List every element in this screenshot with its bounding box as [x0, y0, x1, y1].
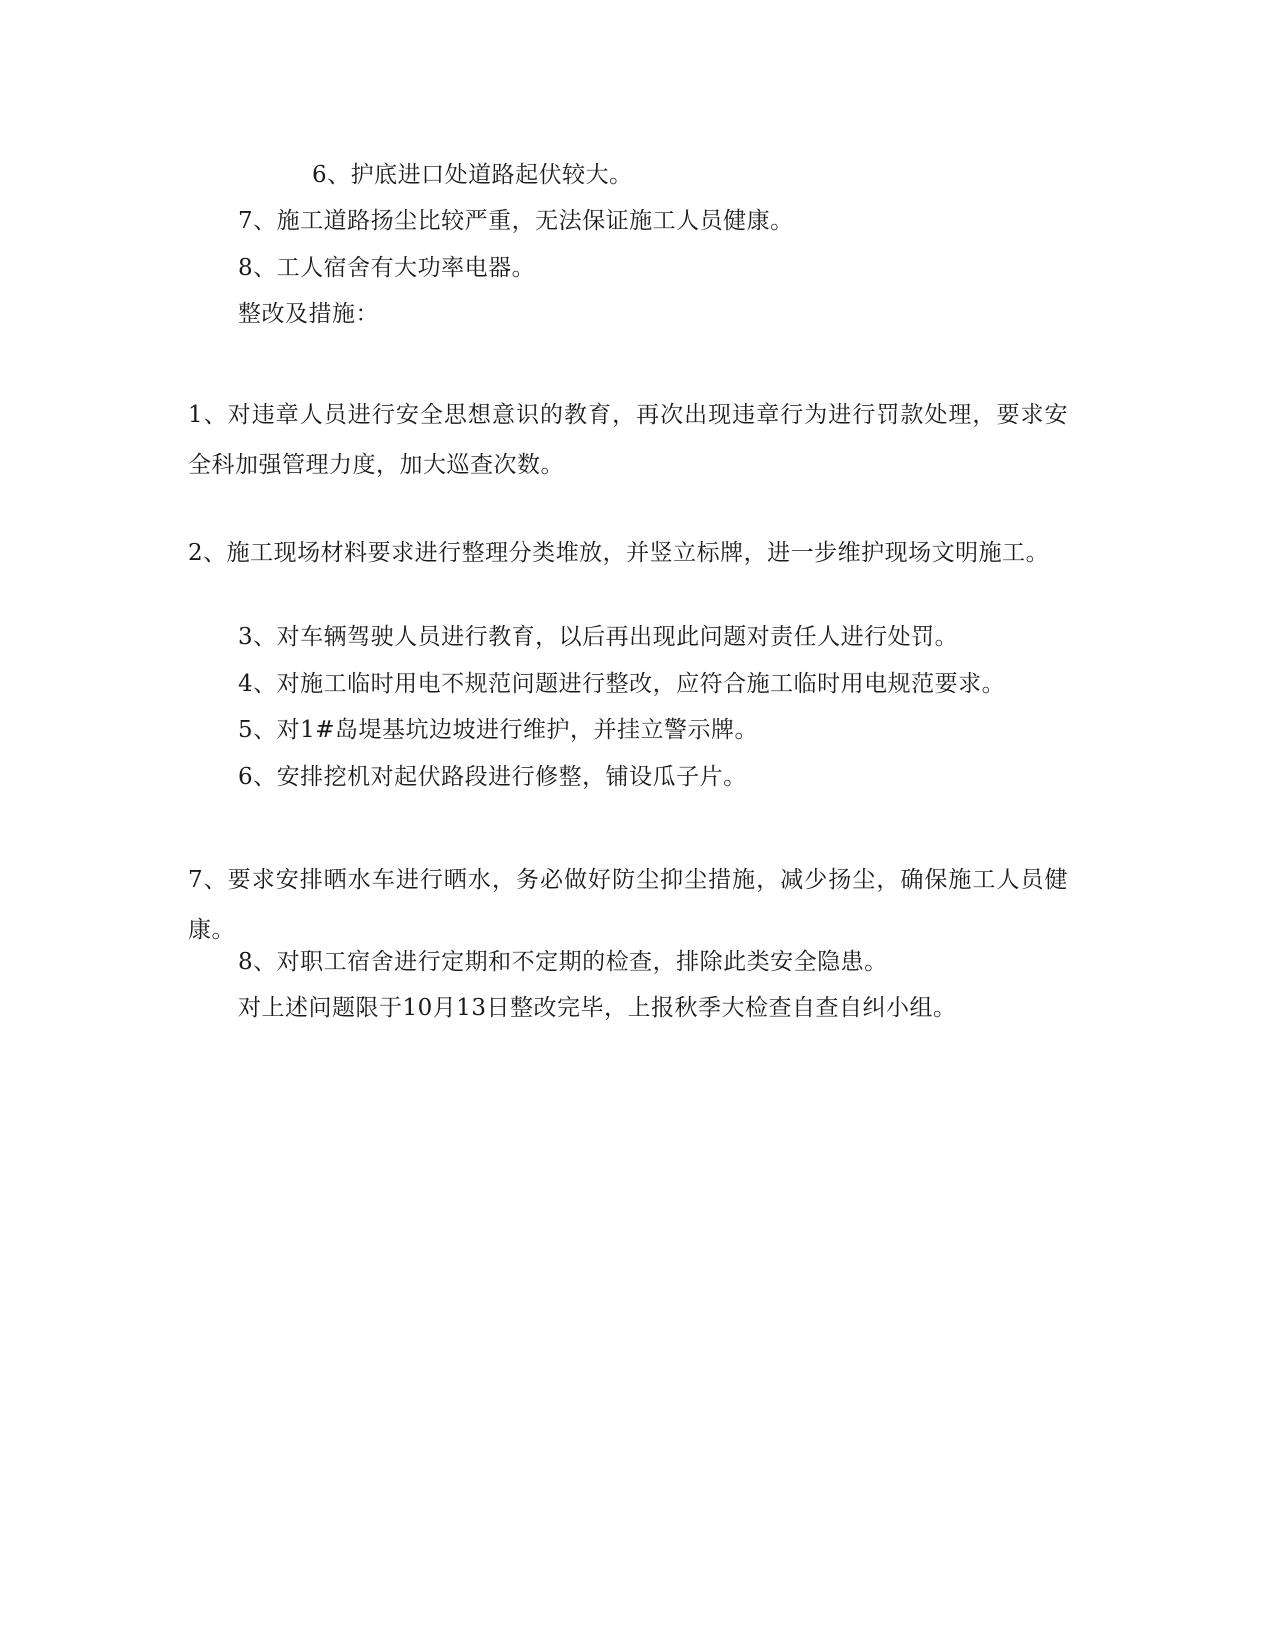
measure-item-6: 6、安排挖机对起伏路段进行修整，铺设瓜子片。: [238, 764, 747, 790]
measure-item-3: 3、对车辆驾驶人员进行教育，以后再出现此问题对责任人进行处罚。: [238, 624, 959, 650]
issue-item-7: 7、施工道路扬尘比较严重，无法保证施工人员健康。: [238, 208, 794, 234]
measures-heading: 整改及措施：: [238, 301, 379, 327]
issue-item-8: 8、工人宿舍有大功率电器。: [238, 255, 536, 281]
measure-item-7: 7、要求安排晒水车进行晒水，务必做好防尘抑尘措施，减少扬尘，确保施工人员健康。: [188, 867, 1068, 943]
measure-item-4: 4、对施工临时用电不规范问题进行整改，应符合施工临时用电规范要求。: [238, 671, 1006, 697]
measure-item-1: 1、对违章人员进行安全思想意识的教育，再次出现违章行为进行罚款处理，要求安全科加强管理力度，加大巡查次数。: [188, 402, 1068, 478]
issue-item-6: 6、护底进口处道路起伏较大。: [312, 162, 633, 188]
measure-item-8: 8、对职工宿舍进行定期和不定期的检查，排除此类安全隐患。: [238, 949, 888, 975]
measure-item-5: 5、对1#岛堤基坑边坡进行维护，并挂立警示牌。: [238, 717, 759, 743]
measure-item-2: 2、施工现场材料要求进行整理分类堆放，并竖立标牌，进一步维护现场文明施工。: [188, 540, 1050, 566]
conclusion-text: 对上述问题限于10月13日整改完毕，上报秋季大检查自查自纠小组。: [238, 995, 957, 1021]
